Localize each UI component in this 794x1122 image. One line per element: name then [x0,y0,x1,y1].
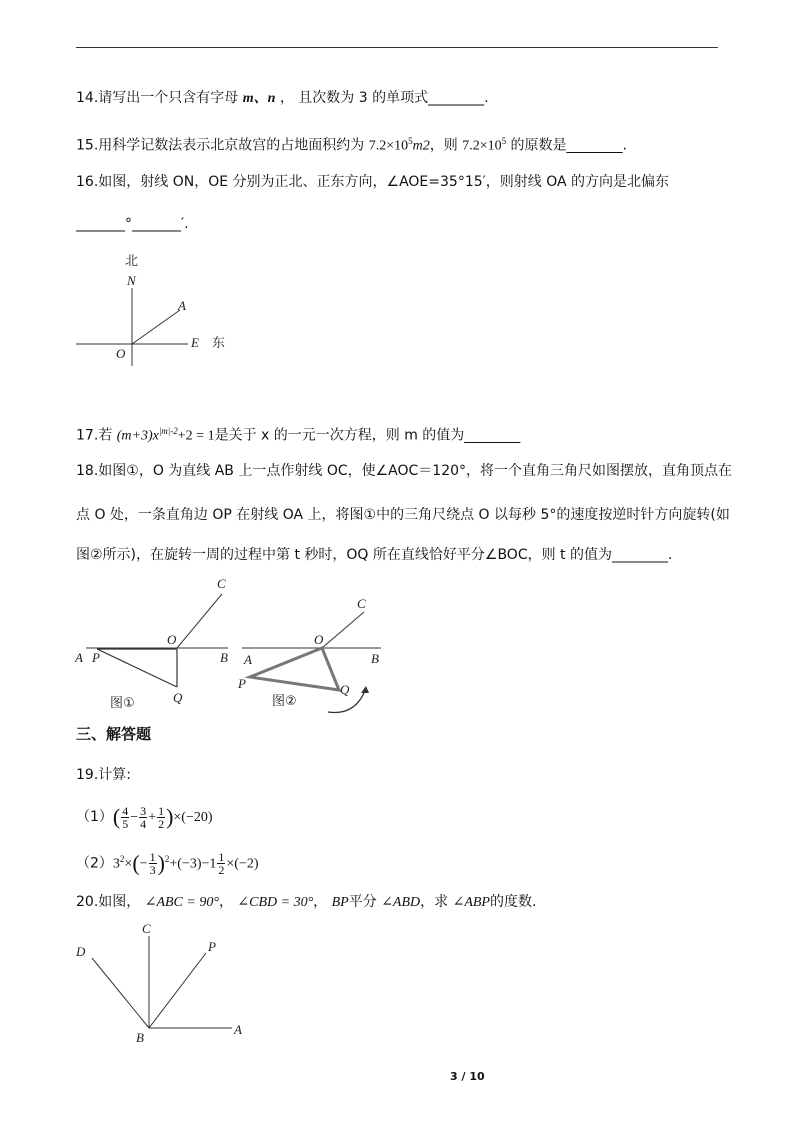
question-18-line1: 18.如图①，O 为直线 AB 上一点作射线 OC，使∠AOC＝120°，将一个直角三角尺如图摆放，直角顶点在 [76,463,733,479]
q20-label-p: P [208,939,216,954]
q17-text-b: 是关于 x 的一元一次方程，则 m 的值为________ [214,427,521,444]
question-15 [76,131,627,157]
question-19-title: 19.计算: [76,767,131,783]
q16-figure [70,248,240,377]
section-3-title: 三、解答题 [76,725,152,743]
q16-label-e: E [191,335,199,350]
q19-part-2: $(2)3^2\times(-$ $\frac{1}{3}$ )$^2$+(−3)−1 $\frac{1}{2}$ ×(−2) [76,850,259,878]
q18f1-label-b: B [220,650,228,665]
q16-label-a: A [178,298,186,313]
question-17 [76,421,520,447]
q15-expr2: 7.2×10 [462,138,502,154]
q20-label-d: D [76,944,86,959]
q18f1-label-o: O [167,632,177,647]
q19-p1-tail: ×(−20) [173,810,213,825]
question-18-line3: 图②所示)，在旋转一周的过程中第 t 秒时，OQ 所在直线恰好平分∠BOC，则 t 的值为________. [76,547,673,563]
q15-text: 15.用科学记数法表示北京故宫的占地面积约为 [76,137,369,154]
q17-expr-b: +2 = 1 [177,428,215,444]
q16-east-label: 东 [212,336,226,351]
q20-bp: BP [331,895,349,910]
q18f2-caption: 图② [272,694,297,709]
q19-p2-frac1: $\frac{1}{3}$ [149,850,156,878]
question-20: 20.如图， ∠ABC = 90°， ∠CBD = 30°， BP平分 ∠ABD，求 ∠ABP的度数. [76,894,537,910]
q18f1-label-a: A [75,650,83,665]
q18f1-label-q: Q [173,690,183,705]
q14-text-b: ， 且次数为 3 的单项式________. [275,90,489,106]
q20-label-b: B [136,1030,144,1045]
q17-exp: |m|-2 [158,426,178,436]
q14-text: 14.请写出一个只含有字母 [76,90,243,106]
q20-expr-abp: ∠ABP [452,895,490,910]
q20-expr-abd: ∠ABD [381,895,421,910]
question-18-line2: 点 O 处，一条直角边 OP 在射线 OA 上，将图①中的三角尺绕点 O 以每秒 5°的速度按逆时针方向旋转(如 [76,507,730,523]
q18f1-label-c: C [217,576,226,591]
q19-p1-frac2: $\frac{3}{4}$ [140,803,147,831]
q18f1-caption: 图① [110,696,135,711]
q19-p2-tail: ×(−2) [226,856,259,872]
question-16-line2: _______°_______′. [76,216,189,232]
q19-p1-label: （1） [76,809,113,825]
q20-expr-cbd: ∠CBD = 30° [237,895,314,910]
q20-label-c: C [142,921,151,936]
q15-text-c: 的原数是________. [506,137,628,154]
q16-label-o: O [116,346,126,361]
q19-p1-frac3: $\frac{1}{2}$ [158,803,165,831]
question-14 [76,88,489,109]
q14-vars: m、n [242,91,276,106]
q18-figure-1 [70,572,240,721]
page-number: 3 / 10 [450,1070,485,1083]
q15-expr1: 7.2×10 [368,138,409,154]
q16-label-n: N [127,273,136,288]
q17-expr: (m+3)x [116,428,159,444]
q15-text-b: ，则 [429,137,463,154]
q19-part-1: （1）( $\frac{4}{5}$ − $\frac{3}{4}$ + $\frac{1}{2}$ )×(−20) [76,803,213,831]
q18f2-label-b: B [371,651,379,666]
q18f2-label-a: A [244,652,252,667]
q20-label-a: A [234,1022,242,1037]
q18-figure-2 [236,592,386,724]
q18f1-label-p: P [92,650,100,665]
q15-exp2: 5 [501,136,507,146]
q18f2-label-o: O [314,632,324,647]
header-rule [76,47,718,48]
q15-exp1: 5 [408,136,413,146]
q18f2-label-q: Q [340,682,350,697]
q20-expr-abc: ∠ABC = 90° [144,895,219,910]
q17-text: 17.若 [76,427,117,444]
q15-unit: m2 [412,138,430,154]
q20-figure [70,918,260,1052]
q19-p2-frac2: $\frac{1}{2}$ [218,850,225,878]
q16-north-label: 北 [125,254,139,269]
q19-p1-frac1: $\frac{4}{5}$ [122,803,129,831]
question-16-line1: 16.如图，射线 ON，OE 分别为正北、正东方向，∠AOE=35°15′，则射线 OA 的方向是北偏东 [76,174,670,190]
q19-p2-label: （2） [76,855,113,872]
q18f2-label-c: C [357,596,366,611]
q18f2-label-p: P [238,676,246,691]
